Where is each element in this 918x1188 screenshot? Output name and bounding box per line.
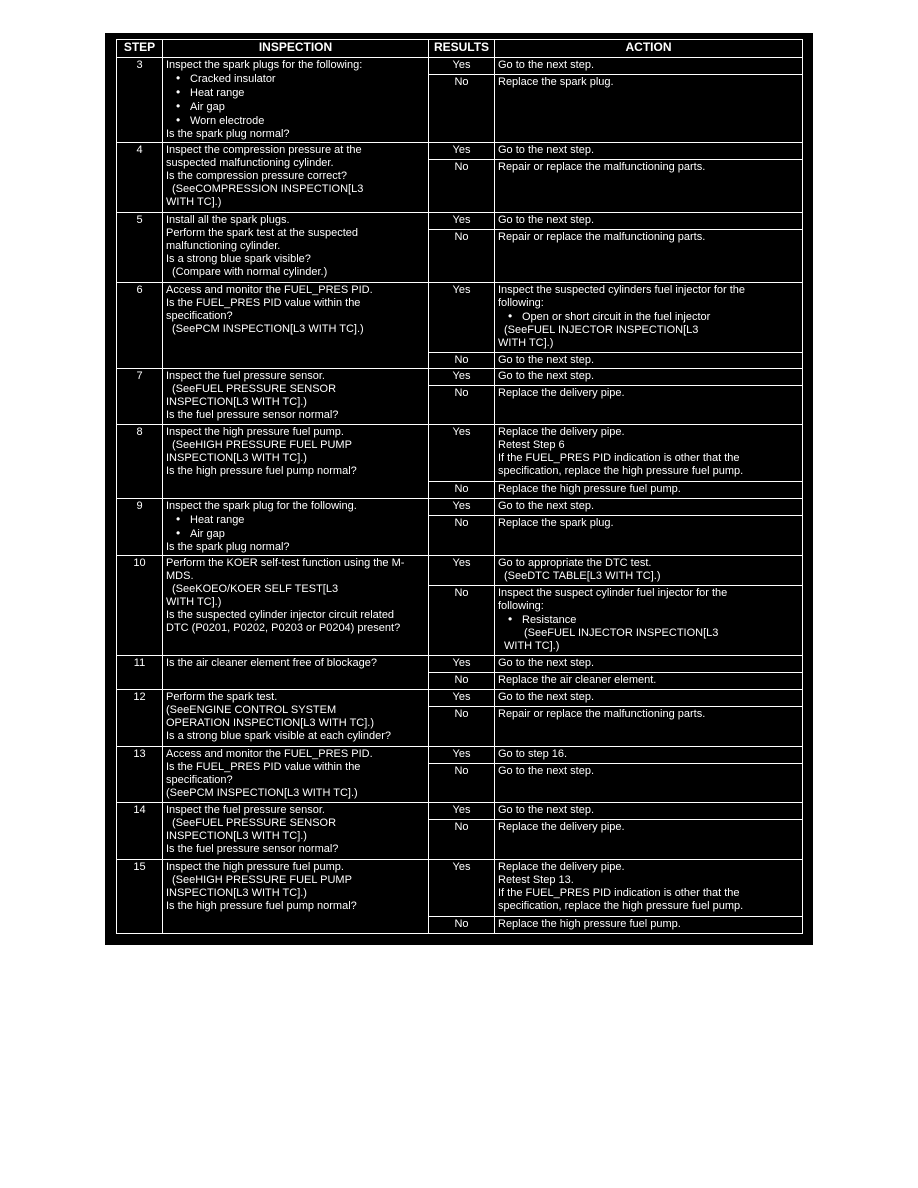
result-value: Yes xyxy=(429,143,495,160)
result-value: Yes xyxy=(429,690,495,707)
text-line: Inspect the suspected cylinders fuel injector for the xyxy=(498,284,746,296)
table-row xyxy=(117,425,803,482)
step-number: 11 xyxy=(117,656,163,690)
bullet-item: • Open or short circuit in the fuel injector xyxy=(498,310,799,324)
text-line: (SeeFUEL INJECTOR INSPECTION[L3 xyxy=(504,324,699,336)
result-value: No xyxy=(429,820,495,860)
text-line: Is a strong blue spark visible? xyxy=(166,253,311,265)
text-line: Inspect the compression pressure at the xyxy=(166,144,362,156)
text-line: Inspect the high pressure fuel pump. xyxy=(166,861,344,873)
text-line: Install all the spark plugs. xyxy=(166,214,290,226)
text-line: Replace the high pressure fuel pump. xyxy=(498,483,681,495)
step-number: 5 xyxy=(117,213,163,283)
action-cell xyxy=(495,482,803,499)
inspection-cell xyxy=(163,283,429,369)
table-row xyxy=(117,556,803,586)
text-line: (SeeDTC TABLE[L3 WITH TC].) xyxy=(504,570,661,582)
result-value: No xyxy=(429,353,495,369)
header-action: ACTION xyxy=(495,40,803,58)
step-number: 3 xyxy=(117,58,163,143)
step-number: 6 xyxy=(117,283,163,369)
text-line: Replace the delivery pipe. xyxy=(498,387,625,399)
text-line: DTC (P0201, P0202, P0203 or P0204) present? xyxy=(166,622,401,634)
text-line: MDS. xyxy=(166,570,194,582)
header-inspection: INSPECTION xyxy=(163,40,429,58)
text-line: Go to the next step. xyxy=(498,657,595,669)
action-cell xyxy=(495,58,803,75)
action-cell xyxy=(495,747,803,764)
text-line: Replace the spark plug. xyxy=(498,76,614,89)
inspection-cell xyxy=(163,860,429,934)
table-body xyxy=(117,58,803,934)
action-cell xyxy=(495,586,803,656)
action-cell xyxy=(495,860,803,917)
result-value: Yes xyxy=(429,58,495,75)
text-line: Go to the next step. xyxy=(498,500,595,512)
result-value: No xyxy=(429,386,495,425)
table-row xyxy=(117,656,803,673)
result-value: Yes xyxy=(429,283,495,353)
step-number: 10 xyxy=(117,556,163,656)
inspection-cell xyxy=(163,747,429,803)
text-line: Inspect the fuel pressure sensor. xyxy=(166,370,325,382)
text-line: INSPECTION[L3 WITH TC].) xyxy=(166,887,307,899)
text-line: WITH TC].) xyxy=(498,337,554,349)
text-line: malfunctioning cylinder. xyxy=(166,240,281,252)
text-line: Retest Step 13. xyxy=(498,874,574,886)
text-line: Repair or replace the malfunctioning parts. xyxy=(498,231,706,243)
table-row xyxy=(117,860,803,917)
text-line: Inspect the fuel pressure sensor. xyxy=(166,804,325,816)
step-number: 9 xyxy=(117,499,163,556)
table-row xyxy=(117,369,803,386)
step-number: 8 xyxy=(117,425,163,499)
text-line: (SeeFUEL PRESSURE SENSOR xyxy=(172,817,337,829)
table-row xyxy=(117,143,803,160)
action-cell xyxy=(495,386,803,425)
text-line: INSPECTION[L3 WITH TC].) xyxy=(166,452,307,464)
text-line: Replace the delivery pipe. xyxy=(498,861,625,873)
header-results: RESULTS xyxy=(429,40,495,58)
text-line: Perform the spark test at the suspected xyxy=(166,227,358,239)
text-line: (SeeENGINE CONTROL SYSTEM xyxy=(166,704,337,716)
action-cell xyxy=(495,803,803,820)
text-line: (SeeHIGH PRESSURE FUEL PUMP xyxy=(172,439,352,451)
text-line: Is the suspected cylinder injector circuit related xyxy=(166,609,395,621)
bullet-item: • Cracked insulator xyxy=(166,72,425,86)
text-line: Retest Step 6 xyxy=(498,439,565,451)
action-cell xyxy=(495,213,803,230)
text-line: specification? xyxy=(166,310,233,322)
header-row xyxy=(117,40,803,58)
text-line: INSPECTION[L3 WITH TC].) xyxy=(166,830,307,842)
inspection-cell xyxy=(163,499,429,556)
action-cell xyxy=(495,75,803,143)
result-value: Yes xyxy=(429,425,495,482)
header-step: STEP xyxy=(117,40,163,58)
text-line: (SeeKOEO/KOER SELF TEST[L3 xyxy=(172,583,339,595)
action-cell xyxy=(495,230,803,283)
action-cell xyxy=(495,369,803,386)
result-value: Yes xyxy=(429,213,495,230)
text-line: suspected malfunctioning cylinder. xyxy=(166,157,334,169)
text-line: (SeeCOMPRESSION INSPECTION[L3 xyxy=(172,183,364,195)
inspection-cell xyxy=(163,690,429,747)
inspection-cell xyxy=(163,803,429,860)
inspection-cell xyxy=(163,58,429,143)
text-line: WITH TC].) xyxy=(504,640,560,652)
table-row xyxy=(117,747,803,764)
table-row xyxy=(117,690,803,707)
text-line: Replace the spark plug. xyxy=(498,517,614,529)
result-value: No xyxy=(429,516,495,556)
text-line: Go to the next step. xyxy=(498,214,595,226)
inspection-cell xyxy=(163,213,429,283)
text-line: Is the high pressure fuel pump normal? xyxy=(166,900,357,912)
text-line: WITH TC].) xyxy=(166,196,222,208)
action-cell xyxy=(495,690,803,707)
text-line: Access and monitor the FUEL_PRES PID. xyxy=(166,284,373,296)
inspection-cell xyxy=(163,656,429,690)
result-value: Yes xyxy=(429,803,495,820)
text-line: WITH TC].) xyxy=(166,596,222,608)
text-line: Replace the delivery pipe. xyxy=(498,821,625,833)
result-value: No xyxy=(429,482,495,499)
action-cell xyxy=(495,143,803,160)
action-cell xyxy=(495,425,803,482)
text-line: Go to appropriate the DTC test. xyxy=(498,557,652,569)
text-line: specification, replace the high pressure fuel pump. xyxy=(498,465,744,477)
text-line: Go to the next step. xyxy=(498,354,595,366)
text-line: If the FUEL_PRES PID indication is other that the xyxy=(498,452,740,464)
action-cell xyxy=(495,707,803,747)
step-number: 15 xyxy=(117,860,163,934)
result-value: No xyxy=(429,75,495,143)
text-line: Go to the next step. xyxy=(498,765,595,777)
action-cell xyxy=(495,499,803,516)
text-line: Is a strong blue spark visible at each cylinder? xyxy=(166,730,392,742)
text-line: Is the compression pressure correct? xyxy=(166,170,347,182)
action-cell xyxy=(495,160,803,213)
text-line: Repair or replace the malfunctioning parts. xyxy=(498,161,706,173)
step-number: 7 xyxy=(117,369,163,425)
action-cell xyxy=(495,283,803,353)
text-line: specification? xyxy=(166,774,233,786)
text-line: Go to step 16. xyxy=(498,748,568,760)
result-value: Yes xyxy=(429,747,495,764)
text-line: Is the spark plug normal? xyxy=(166,541,290,553)
result-value: Yes xyxy=(429,656,495,673)
result-value: No xyxy=(429,707,495,747)
action-cell xyxy=(495,656,803,673)
text-line: If the FUEL_PRES PID indication is other that the xyxy=(498,887,740,899)
bullet-item: • Heat range xyxy=(166,513,425,527)
inspection-cell xyxy=(163,369,429,425)
text-line: Is the fuel pressure sensor normal? xyxy=(166,409,339,421)
step-number: 4 xyxy=(117,143,163,213)
inspection-cell xyxy=(163,425,429,499)
text-line: Is the fuel pressure sensor normal? xyxy=(166,843,339,855)
text-line: Is the FUEL_PRES PID value within the xyxy=(166,761,361,773)
text-line: (SeeFUEL INJECTOR INSPECTION[L3 xyxy=(524,627,719,639)
text-line: Go to the next step. xyxy=(498,144,595,156)
bullet-item: • Air gap xyxy=(166,100,425,114)
text-line: Inspect the spark plugs for the following: xyxy=(166,59,363,71)
text-line: Access and monitor the FUEL_PRES PID. xyxy=(166,748,373,760)
text-line: Replace the delivery pipe. xyxy=(498,426,625,438)
text-line: Is the FUEL_PRES PID value within the xyxy=(166,297,361,309)
text-line: Go to the next step. xyxy=(498,691,595,703)
bullet-item: • Air gap xyxy=(166,527,425,541)
text-line: OPERATION INSPECTION[L3 WITH TC].) xyxy=(166,717,375,729)
result-value: No xyxy=(429,917,495,934)
action-cell xyxy=(495,820,803,860)
action-cell xyxy=(495,353,803,369)
result-value: Yes xyxy=(429,860,495,917)
result-value: Yes xyxy=(429,556,495,586)
table-row xyxy=(117,58,803,75)
result-value: No xyxy=(429,160,495,213)
text-line: (Compare with normal cylinder.) xyxy=(172,266,328,278)
result-value: No xyxy=(429,764,495,803)
text-line: (SeeHIGH PRESSURE FUEL PUMP xyxy=(172,874,352,886)
bullet-item: • Worn electrode xyxy=(166,114,425,128)
text-line: Perform the spark test. xyxy=(166,691,278,703)
text-line: (SeePCM INSPECTION[L3 WITH TC].) xyxy=(166,787,358,799)
result-value: Yes xyxy=(429,369,495,386)
text-line: Replace the high pressure fuel pump. xyxy=(498,918,681,930)
step-number: 14 xyxy=(117,803,163,860)
table-row xyxy=(117,213,803,230)
action-cell xyxy=(495,673,803,690)
action-cell xyxy=(495,556,803,586)
result-value: No xyxy=(429,673,495,690)
text-line: specification, replace the high pressure fuel pump. xyxy=(498,900,744,912)
bullet-item: • Resistance xyxy=(498,613,799,627)
text-line: INSPECTION[L3 WITH TC].) xyxy=(166,396,307,408)
text-line: Is the air cleaner element free of blockage? xyxy=(166,657,377,669)
step-number: 12 xyxy=(117,690,163,747)
text-line: Inspect the high pressure fuel pump. xyxy=(166,426,344,438)
text-line: Go to the next step. xyxy=(498,370,595,382)
text-line: Go to the next step. xyxy=(498,59,595,71)
inspection-cell xyxy=(163,556,429,656)
text-line: Repair or replace the malfunctioning parts. xyxy=(498,708,706,720)
text-line: Is the high pressure fuel pump normal? xyxy=(166,465,357,477)
text-line: Inspect the spark plug for the following. xyxy=(166,500,357,512)
text-line: Is the spark plug normal? xyxy=(166,128,290,140)
text-line: Inspect the suspect cylinder fuel injector for the xyxy=(498,587,728,599)
table-row xyxy=(117,283,803,353)
table-row xyxy=(117,499,803,516)
text-line: Perform the KOER self-test function using the M- xyxy=(166,557,405,569)
result-value: No xyxy=(429,230,495,283)
text-line: (SeeFUEL PRESSURE SENSOR xyxy=(172,383,337,395)
text-line: Replace the air cleaner element. xyxy=(498,674,657,686)
text-line: (SeePCM INSPECTION[L3 WITH TC].) xyxy=(172,323,364,335)
action-cell xyxy=(495,917,803,934)
action-cell xyxy=(495,516,803,556)
action-cell xyxy=(495,764,803,803)
table-row xyxy=(117,803,803,820)
text-line: following: xyxy=(498,600,544,612)
result-value: No xyxy=(429,586,495,656)
text-line: following: xyxy=(498,297,544,309)
step-number: 13 xyxy=(117,747,163,803)
bullet-item: • Heat range xyxy=(166,86,425,100)
diagnostic-table xyxy=(116,39,803,934)
diagnostic-procedure-sheet xyxy=(105,33,813,945)
inspection-cell xyxy=(163,143,429,213)
result-value: Yes xyxy=(429,499,495,516)
text-line: Go to the next step. xyxy=(498,804,595,816)
